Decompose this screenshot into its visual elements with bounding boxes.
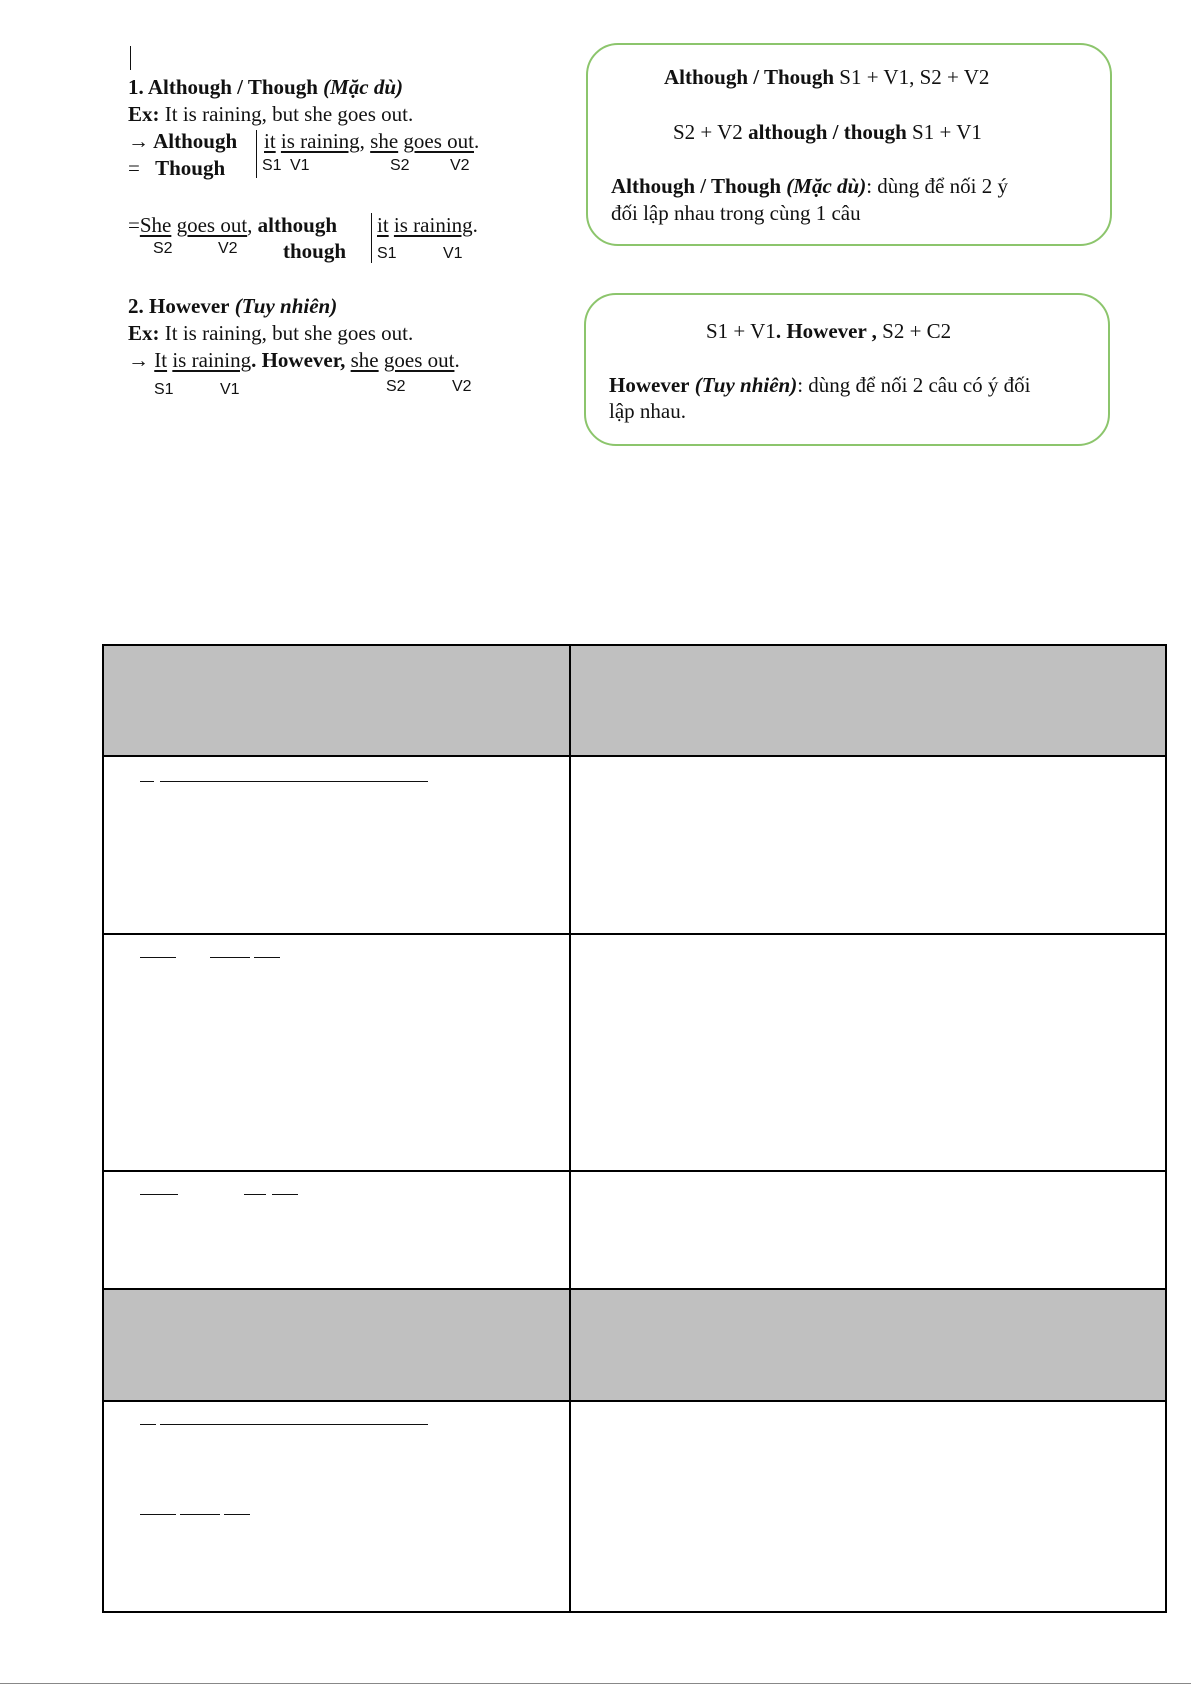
word-it: it [264,129,276,153]
table-cell-left [103,1171,570,1289]
box1-explain-keyword: Although / Though [611,174,782,198]
section1-example [128,104,413,125]
table-cell-right [570,1401,1166,1612]
section2-title: 2. However [128,294,230,318]
table-cell-right [570,934,1166,1171]
blank-line [140,957,176,958]
box2-keyword: . However , [775,319,877,343]
word-is-raining-3: is raining [172,348,252,372]
box1-formula2-a: S2 + V2 [673,120,743,144]
box2-explain-vn: (Tuy nhiên) [694,373,798,397]
box1-explain-rest: : dùng để nối 2 ý [866,174,1008,198]
label-v2-c: V2 [452,378,472,395]
label-v2-b: V2 [218,240,238,257]
label-v1-c: V1 [220,381,240,398]
blank-line [254,957,280,958]
section1-title: 1. Although / Though [128,75,318,99]
arrow-although [128,131,237,152]
label-v1-b: V1 [443,245,463,262]
equals-sign: = [128,156,140,180]
ex-text-2: It is raining, but she goes out. [164,321,414,345]
section2-example [128,323,413,344]
word-she: she [370,129,399,153]
word-it-2: it [377,213,389,237]
table-row [103,934,1166,1171]
section1-heading [128,77,403,98]
label-s1-b: S1 [377,245,397,262]
blank-line [272,1194,298,1195]
blank-line [180,1514,220,1515]
word-however: . However, [251,348,346,372]
box1-formula2-keyword: although / though [748,120,907,144]
box2-explain-rest: : dùng để nối 2 câu có ý đối [797,373,1031,397]
section2-title-vn: (Tuy nhiên) [234,294,338,318]
box2-explain-keyword: However [609,373,690,397]
table-row [103,1171,1166,1289]
ex-label: Ex: [128,102,160,126]
table-row [103,756,1166,934]
label-s1-c: S1 [154,381,174,398]
box2-formula-a: S1 + V1 [706,319,776,343]
table-header-cell [103,645,570,756]
word-is-raining: is raining [280,129,360,153]
section2-heading [128,296,337,317]
box1-formula-rest: S1 + V1, S2 + V2 [839,65,990,89]
ex-text: It is raining, but she goes out. [164,102,414,126]
blank-line [160,781,428,782]
table-cell-left [103,756,570,934]
word-although: Although [153,129,238,153]
label-s2: S2 [390,157,410,174]
blank-line [244,1194,266,1195]
label-s1: S1 [262,157,282,174]
label-v1: V1 [290,157,310,174]
table-cell-right [570,756,1166,934]
word-though-lower: though [283,239,347,263]
label-s2-b: S2 [153,240,173,257]
blank-line [140,1194,178,1195]
page-bottom-rule [0,1683,1191,1684]
blank-line [140,1514,176,1515]
word-she-3: she [350,348,379,372]
eq-though [128,158,225,179]
reversed-sentence: =She goes out, although [128,213,338,237]
box1-formula-1 [664,67,989,88]
word-it-cap: It [154,348,168,372]
blank-line [210,957,250,958]
box1-formula2-b: S1 + V1 [912,120,982,144]
word-although-lower: although [257,213,338,237]
table-header-cell [570,1289,1166,1401]
bracket-divider [256,130,257,178]
box1-formula-2 [673,122,982,143]
box2-explanation-2: lập nhau. [609,399,686,423]
table-header-row [103,1289,1166,1401]
word-goes-out-2: goes out [176,213,248,237]
comma: , [359,129,365,153]
example-clauses [264,131,479,152]
box2-formula-b: S2 + C2 [882,319,952,343]
section1-title-vn: (Mặc dù) [323,75,404,99]
blank-line [140,781,154,782]
box1-explanation-2: đối lập nhau trong cùng 1 câu [611,201,861,225]
table-header-cell [103,1289,570,1401]
word-goes-out: goes out [403,129,474,153]
table-row [103,1401,1166,1612]
table-cell-right [570,1171,1166,1289]
however-rule-box [584,293,1110,446]
box1-keyword: Although / Though [664,65,835,89]
period-2: . [454,348,460,372]
text-cursor [130,46,131,70]
arrow-icon-2: → [128,348,149,372]
arrow-icon: → [128,129,149,153]
word-is-raining-2: is raining [393,213,473,237]
table-cell-left [103,1401,570,1612]
although-rule-box [586,43,1112,246]
word-though: Though [155,156,226,180]
label-v2: V2 [450,157,470,174]
section2-transformed [128,350,460,371]
blank-line [224,1514,250,1515]
box1-explanation [611,176,1008,197]
table-cell-left [103,934,570,1171]
word-she-cap: She [139,213,172,237]
box2-explanation [609,375,1031,396]
blank-line [160,1424,428,1425]
blank-line [140,1424,156,1425]
bracket-divider-2 [371,213,372,263]
label-s2-c: S2 [386,378,406,395]
equals-sign-2: = [128,213,140,237]
table-header-row [103,645,1166,756]
word-goes-out-3: goes out [383,348,455,372]
reversed-clause: it is raining. [377,213,478,237]
box2-formula [706,321,951,342]
period: . [474,129,480,153]
exercise-table [102,644,1167,1613]
box1-explain-vn: (Mặc dù) [786,174,867,198]
table-header-cell [570,645,1166,756]
ex-label-2: Ex: [128,321,160,345]
